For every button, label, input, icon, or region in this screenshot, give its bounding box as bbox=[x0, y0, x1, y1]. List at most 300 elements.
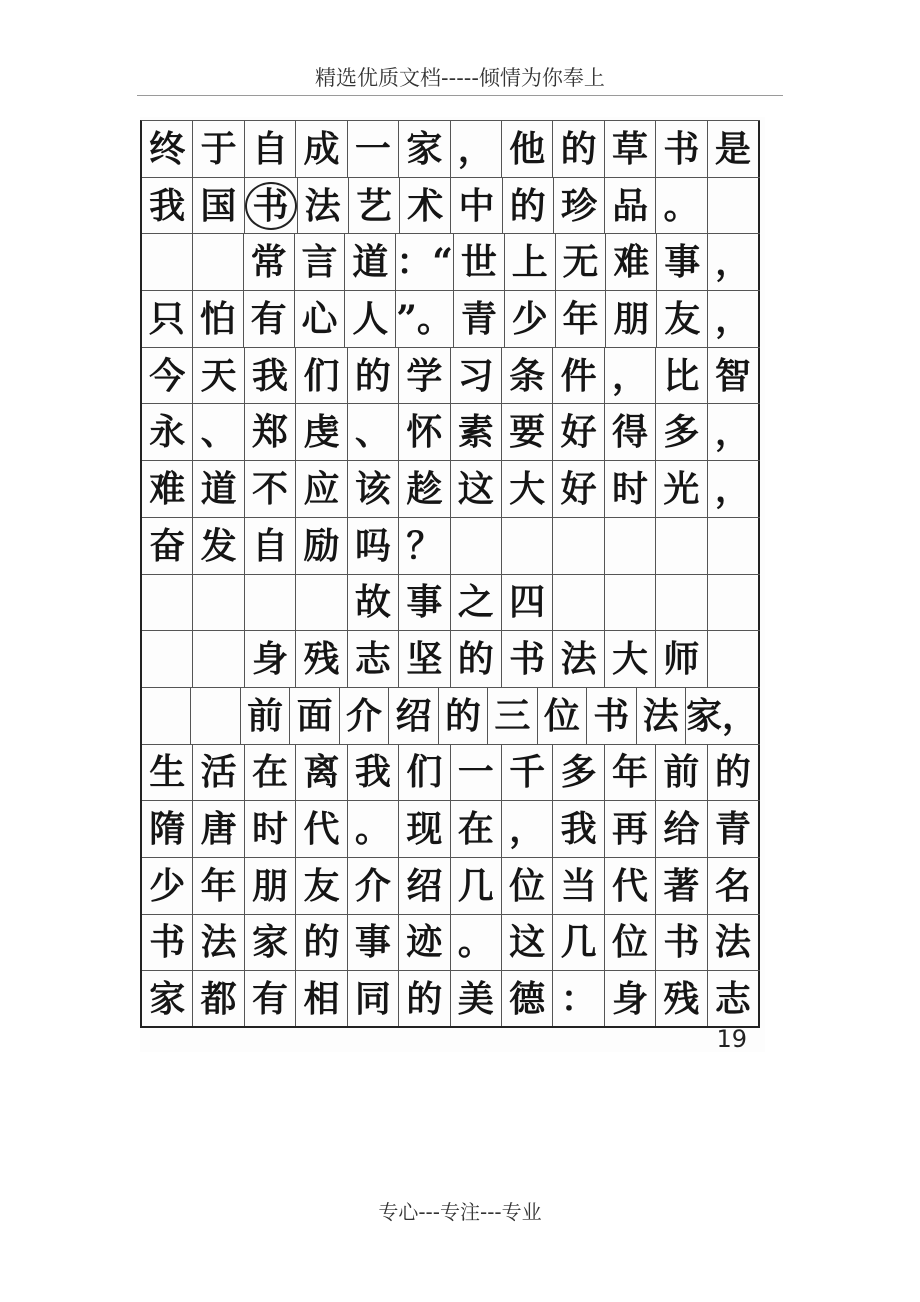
handwritten-character: 三 bbox=[494, 694, 531, 737]
grid-cell bbox=[553, 971, 604, 1026]
grid-cell bbox=[142, 404, 193, 460]
grid-cell bbox=[656, 745, 707, 801]
handwritten-character: 是 bbox=[714, 127, 751, 170]
handwritten-character: 智 bbox=[714, 354, 751, 397]
grid-row bbox=[142, 575, 760, 632]
handwritten-character: 自 bbox=[252, 524, 289, 567]
grid-cell bbox=[348, 971, 399, 1026]
grid-cell bbox=[708, 801, 760, 857]
handwritten-character: 不 bbox=[252, 467, 289, 510]
handwritten-character: 的 bbox=[509, 184, 546, 227]
handwritten-character: 道 bbox=[352, 241, 389, 284]
grid-cell bbox=[605, 178, 656, 234]
grid-cell bbox=[708, 461, 760, 517]
grid-cell bbox=[553, 858, 604, 914]
grid-cell bbox=[708, 121, 760, 177]
handwritten-character: 法 bbox=[714, 921, 751, 964]
grid-cell bbox=[708, 631, 760, 687]
handwritten-character: 志 bbox=[714, 977, 751, 1020]
grid-cell bbox=[245, 801, 296, 857]
grid-cell bbox=[656, 121, 707, 177]
grid-cell bbox=[193, 575, 244, 631]
grid-cell bbox=[605, 348, 656, 404]
handwritten-character: 世 bbox=[460, 241, 497, 284]
handwritten-character: 我 bbox=[149, 184, 186, 227]
grid-cell bbox=[193, 971, 244, 1026]
handwritten-character: 介 bbox=[354, 864, 391, 907]
grid-cell bbox=[656, 575, 707, 631]
grid-cell bbox=[657, 291, 708, 347]
handwritten-character: 年 bbox=[612, 751, 649, 794]
handwritten-character: 事 bbox=[406, 581, 443, 624]
handwritten-character: 、 bbox=[354, 411, 391, 454]
handwritten-character: 家 bbox=[252, 921, 289, 964]
grid-cell bbox=[502, 404, 553, 460]
grid-cell bbox=[553, 348, 604, 404]
handwritten-character: 前 bbox=[663, 751, 700, 794]
handwritten-character: 四 bbox=[509, 581, 546, 624]
grid-cell bbox=[296, 801, 347, 857]
handwritten-character: 品 bbox=[612, 184, 649, 227]
handwritten-character: 发 bbox=[200, 524, 237, 567]
grid-cell bbox=[193, 348, 244, 404]
grid-cell bbox=[296, 745, 347, 801]
handwritten-character: ， bbox=[714, 467, 751, 510]
grid-cell bbox=[348, 461, 399, 517]
handwritten-character: 几 bbox=[457, 864, 494, 907]
grid-cell bbox=[193, 631, 244, 687]
handwritten-character: 要 bbox=[509, 411, 546, 454]
handwritten-character: 代 bbox=[612, 864, 649, 907]
grid-cell bbox=[451, 631, 502, 687]
grid-cell bbox=[245, 971, 296, 1026]
grid-cell bbox=[348, 348, 399, 404]
grid-cell bbox=[142, 801, 193, 857]
grid-cell bbox=[554, 178, 605, 234]
handwritten-character: 活 bbox=[200, 751, 237, 794]
grid-cell bbox=[553, 915, 604, 971]
grid-cell bbox=[241, 688, 290, 744]
calligraphy-grid bbox=[140, 120, 760, 1028]
handwritten-character: 怕 bbox=[199, 297, 236, 340]
grid-cell bbox=[556, 291, 607, 347]
grid-cell bbox=[451, 745, 502, 801]
grid-cell bbox=[606, 234, 657, 290]
handwritten-character: 成 bbox=[303, 127, 340, 170]
grid-cell bbox=[193, 234, 244, 290]
grid-cell bbox=[193, 178, 244, 234]
handwritten-character: 趁 bbox=[406, 467, 443, 510]
grid-cell bbox=[348, 915, 399, 971]
handwritten-character: 位 bbox=[509, 864, 546, 907]
handwritten-character: 心 bbox=[301, 297, 338, 340]
handwritten-character: 当 bbox=[560, 864, 597, 907]
handwritten-character: 故 bbox=[354, 581, 391, 624]
grid-cell bbox=[656, 518, 707, 574]
grid-cell bbox=[605, 575, 656, 631]
grid-cell bbox=[245, 745, 296, 801]
page-number: 19 bbox=[716, 1025, 747, 1053]
grid-row bbox=[142, 915, 760, 972]
scanned-handwriting-sheet bbox=[140, 117, 765, 1052]
grid-row bbox=[142, 971, 760, 1028]
grid-cell bbox=[656, 631, 707, 687]
handwritten-character: ， bbox=[509, 808, 546, 851]
handwritten-character: 一 bbox=[457, 751, 494, 794]
handwritten-character: 道 bbox=[200, 467, 237, 510]
handwritten-character: 我 bbox=[560, 808, 597, 851]
grid-cell bbox=[193, 404, 244, 460]
handwritten-character: 家 bbox=[149, 977, 186, 1020]
handwritten-character: 身 bbox=[252, 638, 289, 681]
handwritten-character: 。 bbox=[663, 184, 700, 227]
handwritten-character: 在 bbox=[457, 808, 494, 851]
grid-row bbox=[142, 745, 760, 802]
handwritten-character: 应 bbox=[303, 467, 340, 510]
grid-cell bbox=[296, 575, 347, 631]
grid-cell bbox=[451, 801, 502, 857]
grid-cell bbox=[451, 404, 502, 460]
grid-cell bbox=[142, 915, 193, 971]
grid-cell bbox=[553, 461, 604, 517]
grid-cell bbox=[399, 575, 450, 631]
handwritten-character: 终 bbox=[149, 127, 186, 170]
grid-cell bbox=[399, 971, 450, 1026]
grid-cell bbox=[399, 915, 450, 971]
grid-cell bbox=[656, 404, 707, 460]
grid-cell bbox=[656, 915, 707, 971]
grid-cell bbox=[553, 575, 604, 631]
handwritten-character: 人 bbox=[352, 297, 389, 340]
handwritten-character: 位 bbox=[612, 921, 649, 964]
handwritten-character: 时 bbox=[612, 467, 649, 510]
grid-cell bbox=[605, 858, 656, 914]
grid-cell bbox=[142, 518, 193, 574]
grid-cell bbox=[399, 461, 450, 517]
handwritten-character: 多 bbox=[663, 411, 700, 454]
handwritten-character: 师 bbox=[663, 638, 700, 681]
grid-cell bbox=[656, 858, 707, 914]
grid-cell bbox=[605, 461, 656, 517]
grid-cell bbox=[399, 745, 450, 801]
handwritten-character: 的 bbox=[303, 921, 340, 964]
handwritten-character: 友 bbox=[664, 297, 701, 340]
handwritten-character: ， bbox=[715, 297, 752, 340]
grid-cell bbox=[451, 971, 502, 1026]
grid-cell bbox=[606, 291, 657, 347]
grid-row bbox=[142, 348, 760, 405]
handwritten-character: 年 bbox=[200, 864, 237, 907]
grid-cell bbox=[439, 688, 488, 744]
grid-cell bbox=[708, 178, 760, 234]
handwritten-character: 法 bbox=[642, 694, 679, 737]
handwritten-character: 书 bbox=[509, 638, 546, 681]
handwritten-character: 、 bbox=[200, 411, 237, 454]
grid-cell bbox=[399, 518, 450, 574]
handwritten-character: 现 bbox=[406, 808, 443, 851]
grid-cell bbox=[244, 291, 295, 347]
grid-cell bbox=[708, 348, 760, 404]
handwritten-character: 隋 bbox=[149, 808, 186, 851]
grid-cell bbox=[605, 915, 656, 971]
grid-cell bbox=[553, 801, 604, 857]
handwritten-character: 法 bbox=[304, 184, 341, 227]
grid-cell bbox=[605, 631, 656, 687]
handwritten-character: 上 bbox=[511, 241, 548, 284]
grid-cell bbox=[193, 801, 244, 857]
grid-cell bbox=[708, 915, 760, 971]
grid-cell bbox=[553, 404, 604, 460]
grid-cell bbox=[348, 575, 399, 631]
grid-cell bbox=[389, 688, 438, 744]
handwritten-character: 志 bbox=[354, 638, 391, 681]
grid-cell bbox=[296, 121, 347, 177]
grid-cell bbox=[290, 688, 339, 744]
grid-cell bbox=[193, 461, 244, 517]
grid-cell bbox=[396, 234, 454, 290]
handwritten-character: 国 bbox=[200, 184, 237, 227]
grid-row bbox=[142, 858, 760, 915]
grid-cell bbox=[193, 121, 244, 177]
grid-cell bbox=[296, 518, 347, 574]
handwritten-character: 比 bbox=[663, 354, 700, 397]
grid-cell bbox=[656, 178, 707, 234]
handwritten-character: 郑 bbox=[252, 411, 289, 454]
handwritten-character: 该 bbox=[354, 467, 391, 510]
handwritten-character: 青 bbox=[714, 808, 751, 851]
handwritten-character: 术 bbox=[407, 184, 444, 227]
grid-row bbox=[142, 291, 760, 348]
handwritten-character: 书 bbox=[663, 127, 700, 170]
grid-cell bbox=[296, 631, 347, 687]
handwritten-character: 学 bbox=[406, 354, 443, 397]
page-footer: 专心---专注---专业 bbox=[378, 1200, 542, 1224]
handwritten-character: 有 bbox=[250, 297, 287, 340]
grid-row bbox=[142, 631, 760, 688]
grid-cell bbox=[296, 404, 347, 460]
handwritten-character: 坚 bbox=[406, 638, 443, 681]
grid-cell bbox=[605, 801, 656, 857]
handwritten-character: 们 bbox=[303, 354, 340, 397]
grid-cell bbox=[244, 234, 295, 290]
handwritten-character: 的 bbox=[457, 638, 494, 681]
grid-cell bbox=[502, 631, 553, 687]
grid-cell bbox=[245, 858, 296, 914]
handwritten-character: 面 bbox=[296, 694, 333, 737]
handwritten-character: 素 bbox=[457, 411, 494, 454]
grid-cell bbox=[245, 404, 296, 460]
grid-cell bbox=[605, 121, 656, 177]
grid-cell bbox=[451, 348, 502, 404]
grid-cell bbox=[708, 745, 760, 801]
grid-cell bbox=[657, 234, 708, 290]
grid-cell bbox=[605, 518, 656, 574]
grid-cell bbox=[451, 121, 502, 177]
handwritten-character: 永 bbox=[149, 411, 186, 454]
grid-cell bbox=[556, 234, 607, 290]
handwritten-character: 几 bbox=[560, 921, 597, 964]
handwritten-character: 他 bbox=[509, 127, 546, 170]
grid-cell bbox=[488, 688, 537, 744]
handwritten-character: 朋 bbox=[613, 297, 650, 340]
handwritten-character: 书 bbox=[245, 182, 297, 230]
handwritten-character: 的 bbox=[560, 127, 597, 170]
grid-cell bbox=[605, 971, 656, 1026]
grid-cell bbox=[348, 404, 399, 460]
grid-cell bbox=[142, 971, 193, 1026]
handwritten-character: 多 bbox=[560, 751, 597, 794]
grid-row bbox=[142, 178, 760, 235]
grid-cell bbox=[637, 688, 686, 744]
handwritten-character: 生 bbox=[149, 751, 186, 794]
page-header: 精选优质文档-----倾情为你奉上 bbox=[315, 66, 605, 90]
grid-cell bbox=[553, 745, 604, 801]
grid-cell bbox=[298, 178, 349, 234]
grid-row bbox=[142, 688, 760, 745]
handwritten-character: 青 bbox=[460, 297, 497, 340]
handwritten-character: 言 bbox=[301, 241, 338, 284]
handwritten-character: 迹 bbox=[406, 921, 443, 964]
grid-cell bbox=[502, 518, 553, 574]
handwritten-character: 年 bbox=[562, 297, 599, 340]
grid-cell bbox=[296, 971, 347, 1026]
grid-cell bbox=[348, 631, 399, 687]
grid-cell bbox=[349, 178, 400, 234]
handwritten-character: 的 bbox=[714, 751, 751, 794]
grid-cell bbox=[502, 971, 553, 1026]
grid-cell bbox=[656, 801, 707, 857]
grid-cell bbox=[245, 348, 296, 404]
grid-cell bbox=[451, 858, 502, 914]
handwritten-character: 美 bbox=[457, 977, 494, 1020]
grid-cell bbox=[399, 121, 450, 177]
handwritten-character: 大 bbox=[612, 638, 649, 681]
handwritten-character: 德 bbox=[509, 977, 546, 1020]
grid-cell bbox=[502, 575, 553, 631]
handwritten-character: 都 bbox=[200, 977, 237, 1020]
handwritten-character: 家 bbox=[406, 127, 443, 170]
handwritten-character: 书 bbox=[149, 921, 186, 964]
handwritten-character: 今 bbox=[149, 354, 186, 397]
grid-cell bbox=[245, 518, 296, 574]
handwritten-character: 这 bbox=[509, 921, 546, 964]
handwritten-character: ： bbox=[560, 977, 597, 1020]
grid-cell bbox=[505, 234, 556, 290]
handwritten-character: 有 bbox=[252, 977, 289, 1020]
handwritten-character: 我 bbox=[354, 751, 391, 794]
grid-cell bbox=[142, 234, 193, 290]
grid-cell bbox=[502, 745, 553, 801]
grid-cell bbox=[245, 915, 296, 971]
grid-cell bbox=[553, 518, 604, 574]
handwritten-character: 书 bbox=[593, 694, 630, 737]
handwritten-character: 绍 bbox=[395, 694, 432, 737]
handwritten-character: 珍 bbox=[561, 184, 598, 227]
grid-cell bbox=[245, 631, 296, 687]
handwritten-character: 残 bbox=[303, 638, 340, 681]
handwritten-character: 好 bbox=[560, 411, 597, 454]
grid-cell bbox=[348, 801, 399, 857]
handwritten-character: ， bbox=[715, 241, 752, 284]
grid-cell bbox=[142, 291, 193, 347]
grid-cell bbox=[451, 461, 502, 517]
grid-cell bbox=[296, 348, 347, 404]
header-divider bbox=[137, 95, 783, 96]
grid-cell bbox=[502, 801, 553, 857]
grid-cell bbox=[193, 518, 244, 574]
grid-cell bbox=[348, 518, 399, 574]
grid-row bbox=[142, 404, 760, 461]
handwritten-character: 吗 bbox=[354, 524, 391, 567]
grid-cell bbox=[538, 688, 587, 744]
grid-cell bbox=[142, 745, 193, 801]
grid-cell bbox=[502, 348, 553, 404]
grid-cell bbox=[708, 291, 760, 347]
handwritten-character: 再 bbox=[612, 808, 649, 851]
handwritten-character: 名 bbox=[714, 864, 751, 907]
handwritten-character: 离 bbox=[303, 751, 340, 794]
grid-cell bbox=[451, 518, 502, 574]
grid-cell bbox=[553, 121, 604, 177]
handwritten-character: 奋 bbox=[149, 524, 186, 567]
handwritten-character: 我 bbox=[252, 354, 289, 397]
handwritten-character: 给 bbox=[663, 808, 700, 851]
grid-row bbox=[142, 518, 760, 575]
grid-cell bbox=[245, 121, 296, 177]
handwritten-character: 事 bbox=[664, 241, 701, 284]
handwritten-character: 友 bbox=[303, 864, 340, 907]
grid-cell bbox=[553, 631, 604, 687]
grid-cell bbox=[400, 178, 451, 234]
handwritten-character: 同 bbox=[354, 977, 391, 1020]
grid-cell bbox=[296, 915, 347, 971]
grid-cell bbox=[142, 688, 191, 744]
grid-cell bbox=[454, 234, 505, 290]
grid-cell bbox=[348, 745, 399, 801]
handwritten-character: 残 bbox=[663, 977, 700, 1020]
handwritten-character: 事 bbox=[354, 921, 391, 964]
grid-cell bbox=[502, 915, 553, 971]
handwritten-character: 前 bbox=[247, 694, 284, 737]
handwritten-character: 件 bbox=[560, 354, 597, 397]
grid-row bbox=[142, 461, 760, 518]
grid-cell bbox=[142, 631, 193, 687]
grid-cell bbox=[686, 688, 760, 744]
grid-cell bbox=[451, 575, 502, 631]
grid-cell bbox=[708, 971, 760, 1026]
grid-cell bbox=[340, 688, 389, 744]
handwritten-character: 难 bbox=[149, 467, 186, 510]
handwritten-character: 身 bbox=[612, 977, 649, 1020]
handwritten-character: 位 bbox=[543, 694, 580, 737]
handwritten-character: 大 bbox=[509, 467, 546, 510]
grid-cell bbox=[193, 915, 244, 971]
grid-cell bbox=[399, 348, 450, 404]
grid-cell bbox=[345, 291, 396, 347]
handwritten-character: 中 bbox=[458, 184, 495, 227]
grid-cell bbox=[345, 234, 396, 290]
handwritten-character: 在 bbox=[252, 751, 289, 794]
grid-cell bbox=[399, 801, 450, 857]
grid-cell bbox=[295, 234, 346, 290]
handwritten-character: 法 bbox=[200, 921, 237, 964]
handwritten-character: 们 bbox=[406, 751, 443, 794]
handwritten-character: 光 bbox=[663, 467, 700, 510]
grid-cell bbox=[142, 121, 193, 177]
handwritten-character: 这 bbox=[457, 467, 494, 510]
handwritten-character: 常 bbox=[250, 241, 287, 284]
grid-cell bbox=[245, 575, 296, 631]
